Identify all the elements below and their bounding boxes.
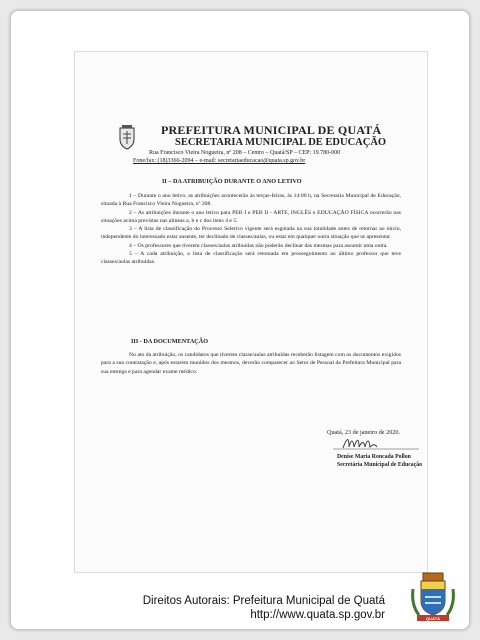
- site-url-link[interactable]: http://www.quata.sp.gov.br: [250, 609, 385, 621]
- letterhead-title: PREFEITURA MUNICIPAL DE QUATÁ: [161, 123, 382, 137]
- section-2-heading: II – DA ATRIBUIÇÃO DURANTE O ANO LETIVO: [162, 178, 302, 185]
- signer-role: Secretária Municipal de Educação: [337, 461, 423, 468]
- letterhead-contact: Fone/fax: (18)3366-2094 – e-mail: secretariaeducacao@quata.sp.gov.br: [133, 158, 306, 164]
- section-2-body: [101, 192, 401, 267]
- document-page: [74, 51, 428, 573]
- footer-credit: [143, 594, 385, 622]
- section-3-body: [101, 351, 401, 376]
- section-3-heading: III - DA DOCUMENTAÇÃO: [131, 338, 209, 345]
- letterhead: [133, 123, 439, 165]
- coat-of-arms-icon: [117, 124, 137, 150]
- paragraph: 2 – As atribuições durante o ano letivo para PEB I e PEB II - ARTE, INGLÊS e EDUCAÇÃO FÍSICA ocorrerão nas situações acima previstas nas alíneas a, b e c dos itens 4 e 5.: [101, 209, 401, 224]
- paragraph: No ato da atribuição, os candidatos que tiverem classe/aulas atribuídas receberão listagem com os documentos exigidos para a sua contratação e, após estarem munidos dos mesmos, deverão comparecer ao Setor de Pessoal da Prefeitura Municipal para sua entrega e para agendar exame médico.: [101, 352, 401, 375]
- municipal-logo: [409, 569, 457, 625]
- signature: [331, 435, 421, 451]
- letterhead-subtitle: SECRETARIA MUNICIPAL DE EDUCAÇÃO: [175, 137, 387, 148]
- letterhead-address: Rua Francisco Vieira Nogueira, nº 208 – Centro – Quatá/SP – CEP: 19.780-000: [149, 150, 341, 156]
- viewer-frame: [10, 10, 470, 630]
- paragraph: 1 – Durante o ano letivo, as atribuições acontecerão às terças-feiras, às 14:00 h, na Secretaria Municipal de Educação, situada à Rua Francisco Vieira Nogueira, nº 208.: [101, 193, 401, 208]
- paragraph: 5 – A cada atribuição, a lista de classificação será retomada em prosseguimento ao último professor que teve classes/aulas atribuídas.: [101, 251, 401, 266]
- signer-block: [337, 454, 422, 469]
- signer-name: Denise Maria Roncada Pollon: [337, 454, 411, 460]
- place-date: Quatá, 23 de janeiro de 2020.: [327, 429, 401, 436]
- footer: [11, 591, 469, 629]
- paragraph: 3 – A lista de classificação do Processo Seletivo vigente será esgotada na sua totalidade antes de retornar ao início, independente do interessado estar ausente, ter declinado de classes/aulas, ou estar em qualquer outra situação que se apresentar.: [101, 226, 401, 241]
- logo-caption: QUATÁ: [426, 616, 440, 621]
- paragraph: 4 – Os professores que tiverem classes/aulas atribuídas não poderão declinar das mesmas para assumir uma outra.: [129, 242, 388, 249]
- copyright-text: Direitos Autorais: Prefeitura Municipal de Quatá: [142, 595, 385, 607]
